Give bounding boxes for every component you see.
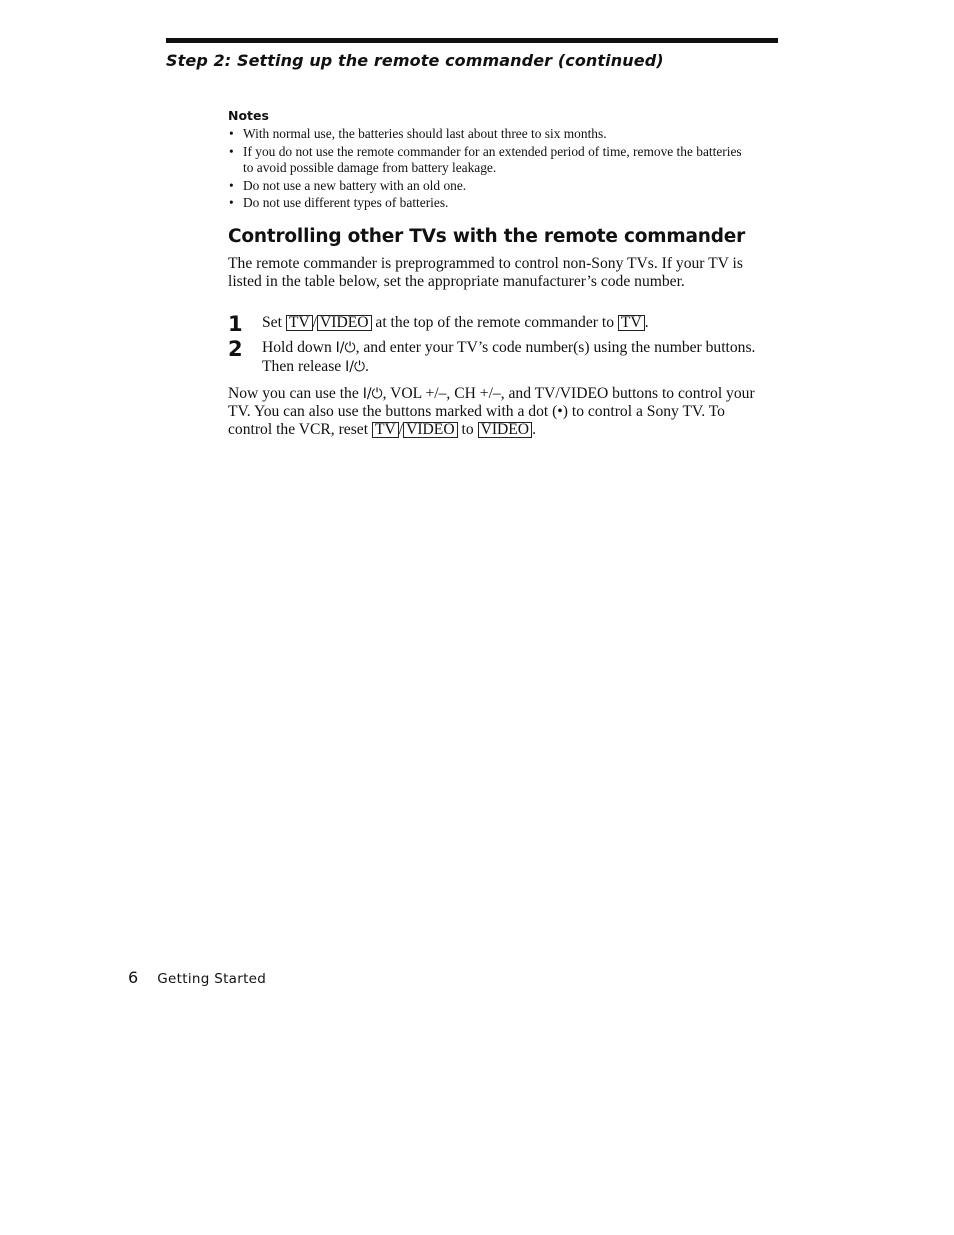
video-switch-label: VIDEO [403, 422, 458, 438]
note-text: Do not use a new battery with an old one. [243, 177, 467, 193]
tv-switch-label: TV [372, 422, 399, 438]
section-heading: Controlling other TVs with the remote commander [228, 226, 746, 247]
power-icon: I/⏻ [335, 340, 356, 356]
notes-title: Notes [228, 108, 269, 123]
step-2 [228, 339, 768, 376]
switch-separator: / [312, 314, 317, 331]
power-icon: I/⏻ [345, 358, 366, 375]
bullet-icon: • [229, 177, 234, 193]
closing-text-part: Now you can use the [228, 385, 359, 402]
power-icon: I/⏻ [362, 386, 383, 402]
closing-text-part: . [532, 421, 536, 439]
note-item [228, 195, 768, 212]
page-footer [128, 968, 266, 987]
page-number: 6 [128, 968, 139, 987]
closing-text-part: to [461, 421, 474, 439]
header-rule [166, 38, 778, 43]
closing-paragraph [228, 385, 763, 440]
bullet-icon: • [229, 195, 234, 210]
step-number: 1 [228, 312, 243, 336]
step-text-part: at the top of the remote commander to [375, 314, 614, 331]
closing-text-part: , VOL +/–, CH +/–, and TV/VIDEO buttons to control your TV. You can also use the buttons marked with a dot (•) to control a Sony TV. To control the VCR, reset [228, 385, 755, 439]
target-switch-label: VIDEO [478, 422, 533, 438]
tv-switch-label: TV [286, 315, 313, 331]
switch-separator: / [398, 421, 404, 439]
note-item [228, 178, 768, 195]
notes-section [228, 108, 768, 213]
step-text-part: Hold down [262, 339, 332, 356]
bullet-icon: • [229, 143, 234, 159]
target-switch-label: TV [618, 315, 645, 331]
step-text-part: . [644, 314, 649, 331]
note-text: With normal use, the batteries should last about three to six months. [243, 126, 607, 141]
step-text-part: Set [262, 314, 282, 331]
intro-paragraph: The remote commander is preprogrammed to control non-Sony TVs. If your TV is listed in the table below, set the appropriate manufacturer’s code number. [228, 255, 743, 291]
step-text [262, 339, 768, 376]
note-text: If you do not use the remote commander for an extended period of time, remove the batteries to avoid possible damage from battery leakage. [243, 143, 742, 175]
note-text: Do not use different types of batteries. [243, 195, 449, 210]
step-text [262, 314, 768, 332]
step-number: 2 [228, 337, 243, 361]
video-switch-label: VIDEO [317, 315, 372, 331]
step-text-part: . [365, 357, 369, 375]
step-header: Step 2: Setting up the remote commander (continued) [166, 51, 664, 70]
bullet-icon: • [229, 126, 234, 141]
notes-list [228, 126, 768, 212]
note-item [228, 144, 748, 177]
step-text-part: , and enter your TV’s code number(s) using the number buttons. Then release [262, 339, 756, 375]
step-1 [228, 312, 768, 336]
note-item [228, 126, 768, 143]
footer-section-label: Getting Started [157, 971, 267, 987]
